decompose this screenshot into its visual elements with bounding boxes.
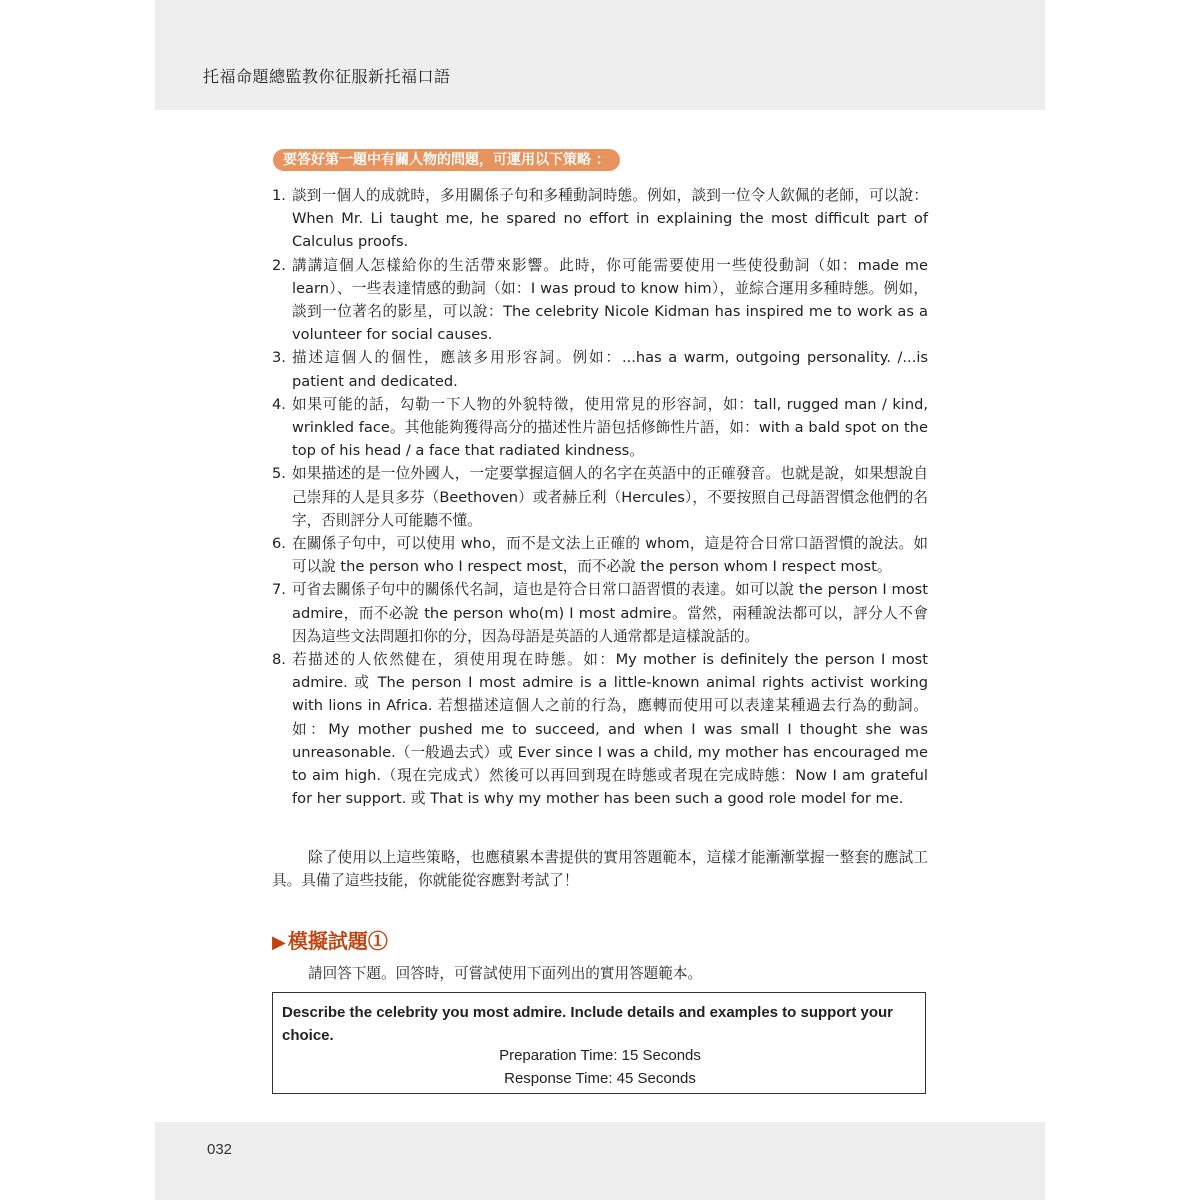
- book-title: 托福命題總監教你征服新托福口語: [203, 67, 451, 86]
- item-text: 可省去關係子句中的關係代名詞，這也是符合日常口語習慣的表達。如可以說 the person I most admire，而不必說 the person who(m) I most admire。當然，兩種說法都可以，評分人不會因為這些文法問題扣你的分，因為母語是英語的人通常都是這樣說話的。: [292, 581, 928, 645]
- item-number: 4.: [272, 395, 286, 413]
- list-item: [272, 462, 928, 532]
- list-item: [272, 393, 928, 463]
- list-item: [272, 532, 928, 578]
- header-band: [155, 0, 1045, 110]
- page-number: 032: [207, 1141, 233, 1158]
- item-text: 如果可能的話，勾勒一下人物的外貌特徵，使用常見的形容詞，如：tall, rugged man / kind, wrinkled face。其他能夠獲得高分的描述性片語包括修飾性片語，如：with a bald spot on the top of his head / a face that radiated kindness。: [292, 395, 928, 460]
- list-item: [272, 578, 928, 648]
- footer-band: [155, 1122, 1045, 1200]
- list-item: [272, 648, 928, 810]
- preparation-time: Preparation Time: 15 Seconds: [499, 1047, 701, 1064]
- book-page: [155, 0, 1045, 1200]
- item-number: 6.: [272, 535, 286, 553]
- section-heading: [272, 925, 388, 954]
- item-text: 如果描述的是一位外國人，一定要掌握這個人的名字在英語中的正確發音。也就是說，如果想說自己崇拜的人是貝多芬（Beethoven）或者赫丘利（Hercules），不要按照自己母語習慣念他們的名字，否則評分人可能聽不懂。: [292, 465, 928, 529]
- strategy-list: [272, 184, 928, 810]
- item-text: 若描述的人依然健在，須使用現在時態。如：My mother is definitely the person I most admire. 或 The person I most admire is a little-known animal rights activist working with lions in Africa. 若想描述這個人之前的行為，應轉而使用可以表達某種過去行為的動詞。如：My mother pushed me to succeed, and when I was small I thought she was unreasonable.（一般過去式）或 Ever since I was a child, my mother has encouraged me to aim high.（現在完成式）然後可以再回到現在時態或者現在完成時態：Now I am grateful for her support. 或 That is why my mother has been such a good role model for me.: [292, 651, 928, 808]
- question-box: [272, 992, 926, 1094]
- item-text: 談到一個人的成就時，多用關係子句和多種動詞時態。例如，談到一位令人欽佩的老師，可以說：When Mr. Li taught me, he spared no effort in explaining the most difficult part of Calculus proofs.: [292, 187, 928, 251]
- list-item: [272, 254, 928, 347]
- item-number: 8.: [272, 651, 286, 669]
- item-text: 講講這個人怎樣給你的生活帶來影響。此時，你可能需要使用一些使役動詞（如：made me learn）、一些表達情感的動詞（如：I was proud to know him），並綜合運用多種時態。例如，談到一位著名的影星，可以說：The celebrity Nicole Kidman has inspired me to work as a volunteer for social causes.: [292, 256, 928, 344]
- item-number: 2.: [272, 256, 286, 274]
- response-time: Response Time: 45 Seconds: [504, 1070, 696, 1087]
- item-text: 描述這個人的個性，應該多用形容詞。例如：...has a warm, outgoing personality. /...is patient and dedicated.: [292, 349, 928, 390]
- list-item: [272, 184, 928, 254]
- closing-paragraph: 除了使用以上這些策略，也應積累本書提供的實用答題範本，這樣才能漸漸掌握一整套的應試工具。具備了這些技能，你就能從容應對考試了！: [272, 849, 928, 890]
- strategy-label: 要答好第一題中有關人物的問題，可運用以下策略 ：: [273, 149, 620, 171]
- instruction-text: 請回答下題。回答時，可嘗試使用下面列出的實用答題範本。: [308, 965, 703, 982]
- list-item: [272, 346, 928, 392]
- play-arrow-icon: ▶: [272, 932, 286, 953]
- item-text: 在關係子句中，可以使用 who，而不是文法上正確的 whom，這是符合日常口語習慣的說法。如可以說 the person who I respect most，而不必說 the person whom I respect most。: [292, 535, 928, 576]
- item-number: 5.: [272, 465, 286, 483]
- question-prompt: Describe the celebrity you most admire. Include details and examples to support your choice.: [282, 1004, 894, 1044]
- item-number: 3.: [272, 349, 286, 367]
- section-title: 模擬試題①: [287, 929, 388, 953]
- item-number: 1.: [272, 187, 286, 204]
- item-number: 7.: [272, 581, 286, 599]
